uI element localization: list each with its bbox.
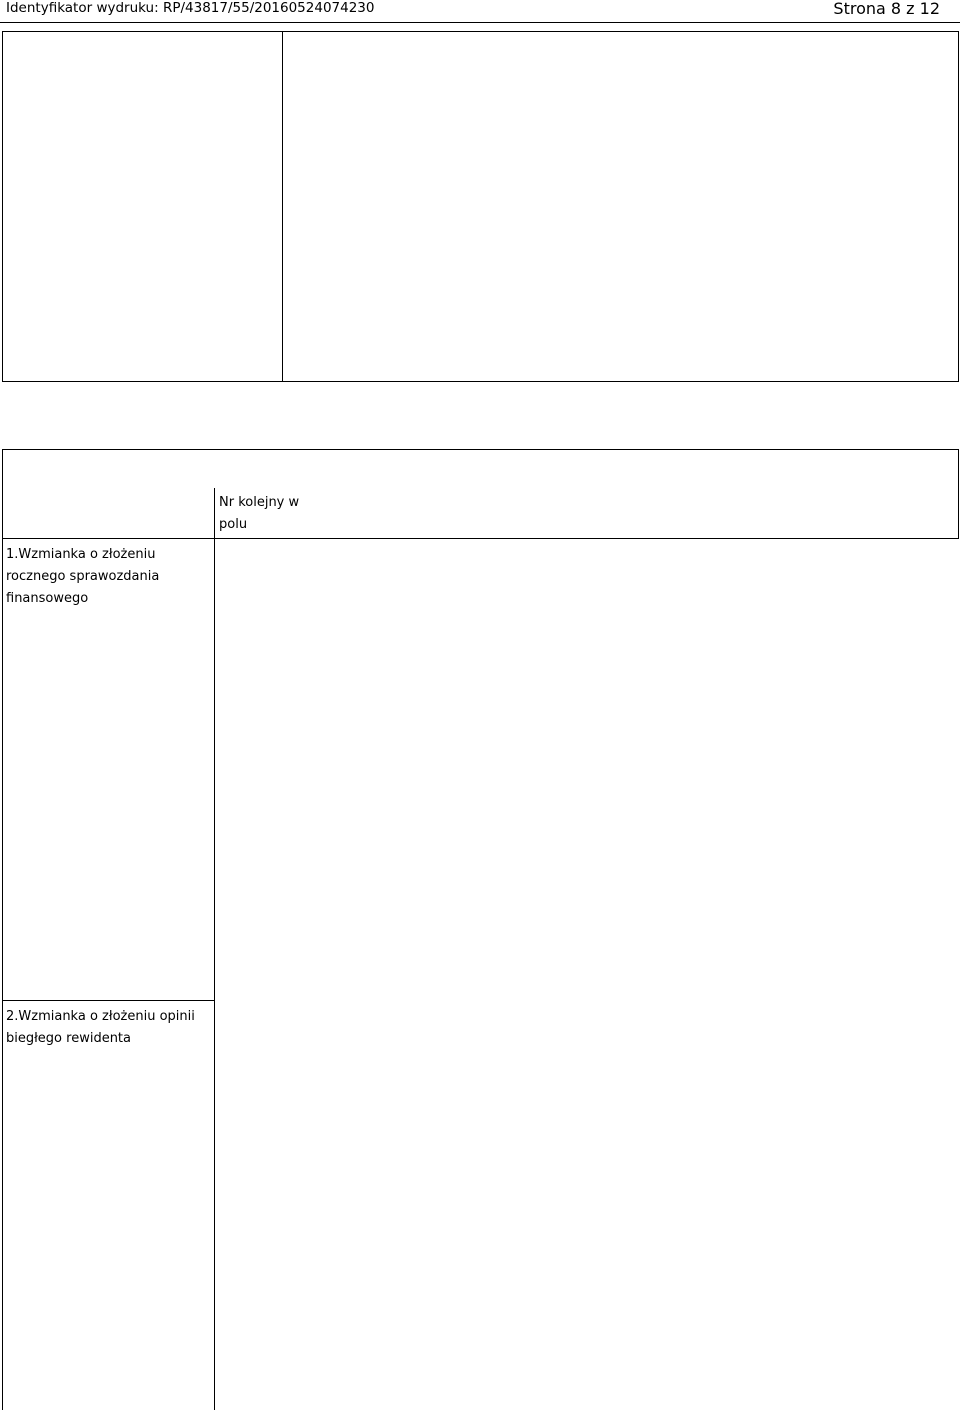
table-right-border [958, 449, 959, 538]
table-left-border [2, 31, 3, 381]
group-divider [2, 1000, 215, 1001]
table-top-border [2, 31, 959, 32]
table-top-border [2, 449, 959, 450]
table-bottom-border [2, 381, 959, 382]
table-column-divider [214, 488, 215, 1410]
header-bottom-border [2, 538, 959, 539]
table-column-divider [282, 31, 283, 381]
print-identifier: Identyfikator wydruku: RP/43817/55/20160524074230 [6, 0, 375, 16]
document-type-label: 1.Wzmianka o złożeniu rocznego sprawozdania finansowego [6, 547, 160, 606]
column-header: Nr kolejny w polu [219, 495, 300, 532]
header-rule [0, 22, 960, 23]
table-left-border [2, 449, 3, 1410]
print-header [0, 0, 960, 28]
document-type-label: 2.Wzmianka o złożeniu opinii biegłego rewidenta [6, 1009, 195, 1046]
page-number: Strona 8 z 12 [833, 0, 940, 18]
table-right-border [958, 31, 959, 381]
